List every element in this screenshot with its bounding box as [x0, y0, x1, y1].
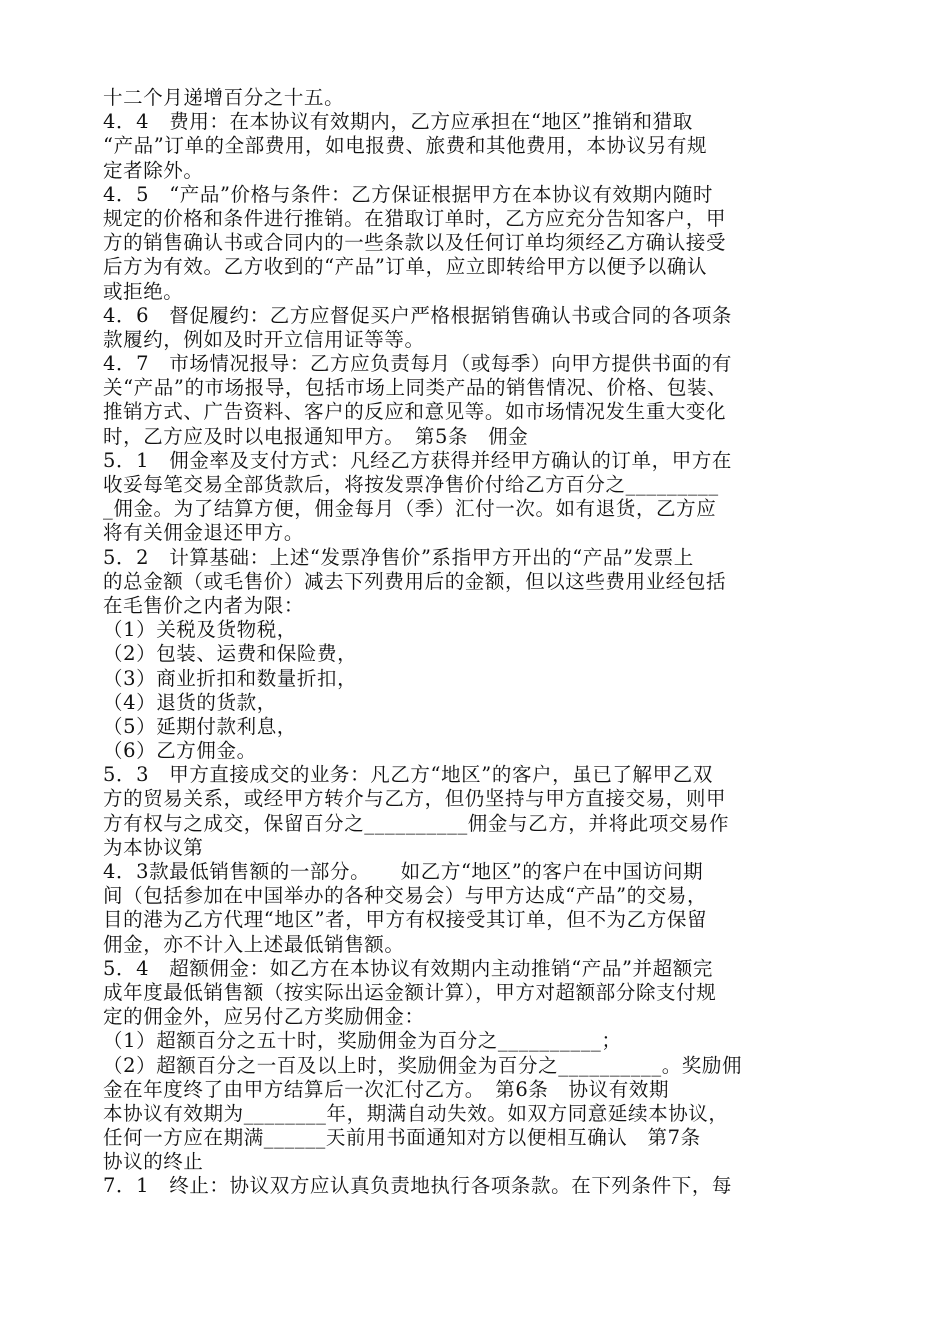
text-line: 4．3款最低销售额的一部分。 如乙方“地区”的客户在中国访问期	[103, 860, 704, 883]
text-line: （5）延期付款利息，	[103, 714, 297, 738]
text-line: 金在年度终了由甲方结算后一次汇付乙方。 第6条 协议有效期	[103, 1077, 670, 1101]
text-line: 间（包括参加在中国举办的各种交易会）与甲方达成“产品”的交易，	[103, 884, 708, 908]
text-line: 在毛售价之内者为限：	[103, 593, 305, 617]
text-line: 将有关佣金退还甲方。	[103, 521, 305, 545]
document-body	[103, 86, 863, 1199]
text-line: 5．4 超额佣金：如乙方在本协议有效期内主动推销“产品”并超额完	[103, 956, 713, 980]
text-line: 时，乙方应及时以电报通知甲方。 第5条 佣金	[103, 424, 529, 448]
text-line: 4．4 费用：在本协议有效期内，乙方应承担在“地区”推销和猎取	[103, 110, 693, 134]
text-line: 任何一方应在期满______天前用书面通知对方以便相互确认 第7条	[103, 1126, 701, 1150]
text-line: 方有权与之成交，保留百分之__________佣金与乙方，并将此项交易作	[103, 811, 730, 835]
text-line: 后方为有效。乙方收到的“产品”订单，应立即转给甲方以便予以确认	[103, 255, 708, 279]
text-line: 5．3 甲方直接成交的业务：凡乙方“地区”的客户，虽已了解甲乙双	[103, 763, 713, 787]
text-line: （1）超额百分之五十时，奖励佣金为百分之__________；	[103, 1029, 622, 1053]
text-line: （4）退货的货款，	[103, 690, 277, 714]
text-line: 收妥每笔交易全部货款后，将按发票净售价付给乙方百分之_________	[103, 473, 719, 496]
text-line: 为本协议第	[103, 835, 204, 859]
text-line: 方的贸易关系，或经甲方转介与乙方，但仍坚持与甲方直接交易，则甲	[103, 787, 727, 811]
text-line: 定者除外。	[103, 158, 204, 182]
text-line: 推销方式、广告资料、客户的反应和意见等。如市场情况发生重大变化	[103, 400, 727, 424]
text-line: 4．5 “产品”价格与条件：乙方保证根据甲方在本协议有效期内随时	[103, 182, 713, 206]
text-line: （6）乙方佣金。	[103, 739, 257, 763]
text-line: 关“产品”的市场报导，包括市场上同类产品的销售情况、价格、包装、	[103, 376, 728, 400]
text-line: 4．7 市场情况报导：乙方应负责每月（或每季）向甲方提供书面的有	[103, 352, 733, 376]
text-line: 佣金，亦不计入上述最低销售额。	[103, 932, 405, 956]
text-line: 或拒绝。	[103, 279, 184, 303]
text-line: 款履约，例如及时开立信用证等等。	[103, 327, 425, 351]
text-line: 定的佣金外，应另付乙方奖励佣金：	[103, 1005, 425, 1029]
text-line: 本协议有效期为________年，期满自动失效。如双方同意延续本协议，	[103, 1101, 729, 1125]
text-line: 十二个月递增百分之十五。	[103, 86, 345, 109]
text-line: 的总金额（或毛售价）减去下列费用后的金额，但以这些费用业经包括	[103, 569, 727, 593]
text-line: （2）超额百分之一百及以上时，奖励佣金为百分之__________。奖励佣	[103, 1053, 743, 1077]
text-line: （2）包装、运费和保险费，	[103, 642, 358, 666]
text-line: 7．1 终止：协议双方应认真负责地执行各项条款。在下列条件下，每	[103, 1174, 733, 1198]
text-line: 协议的终止	[103, 1150, 204, 1174]
text-line: 5．1 佣金率及支付方式：凡经乙方获得并经甲方确认的订单，甲方在	[103, 448, 733, 472]
text-line: _佣金。为了结算方便，佣金每月（季）汇付一次。如有退货，乙方应	[103, 497, 717, 521]
text-line: 4．6 督促履约：乙方应督促买户严格根据销售确认书或合同的各项条	[103, 303, 733, 327]
text-line: 规定的价格和条件进行推销。在猎取订单时，乙方应充分告知客户，甲	[103, 206, 727, 230]
text-line: 成年度最低销售额（按实际出运金额计算），甲方对超额部分除支付规	[103, 980, 717, 1004]
text-line: 5．2 计算基础：上述“发票净售价”系指甲方开出的“产品”发票上	[103, 545, 694, 569]
text-line: “产品”订单的全部费用，如电报费、旅费和其他费用，本协议另有规	[103, 134, 708, 158]
text-line: （1）关税及货物税，	[103, 618, 297, 642]
text-line: 目的港为乙方代理“地区”者，甲方有权接受其订单，但不为乙方保留	[103, 908, 708, 932]
text-line: （3）商业折扣和数量折扣，	[103, 666, 358, 690]
text-line: 方的销售确认书或合同内的一些条款以及任何订单均须经乙方确认接受	[103, 231, 727, 255]
